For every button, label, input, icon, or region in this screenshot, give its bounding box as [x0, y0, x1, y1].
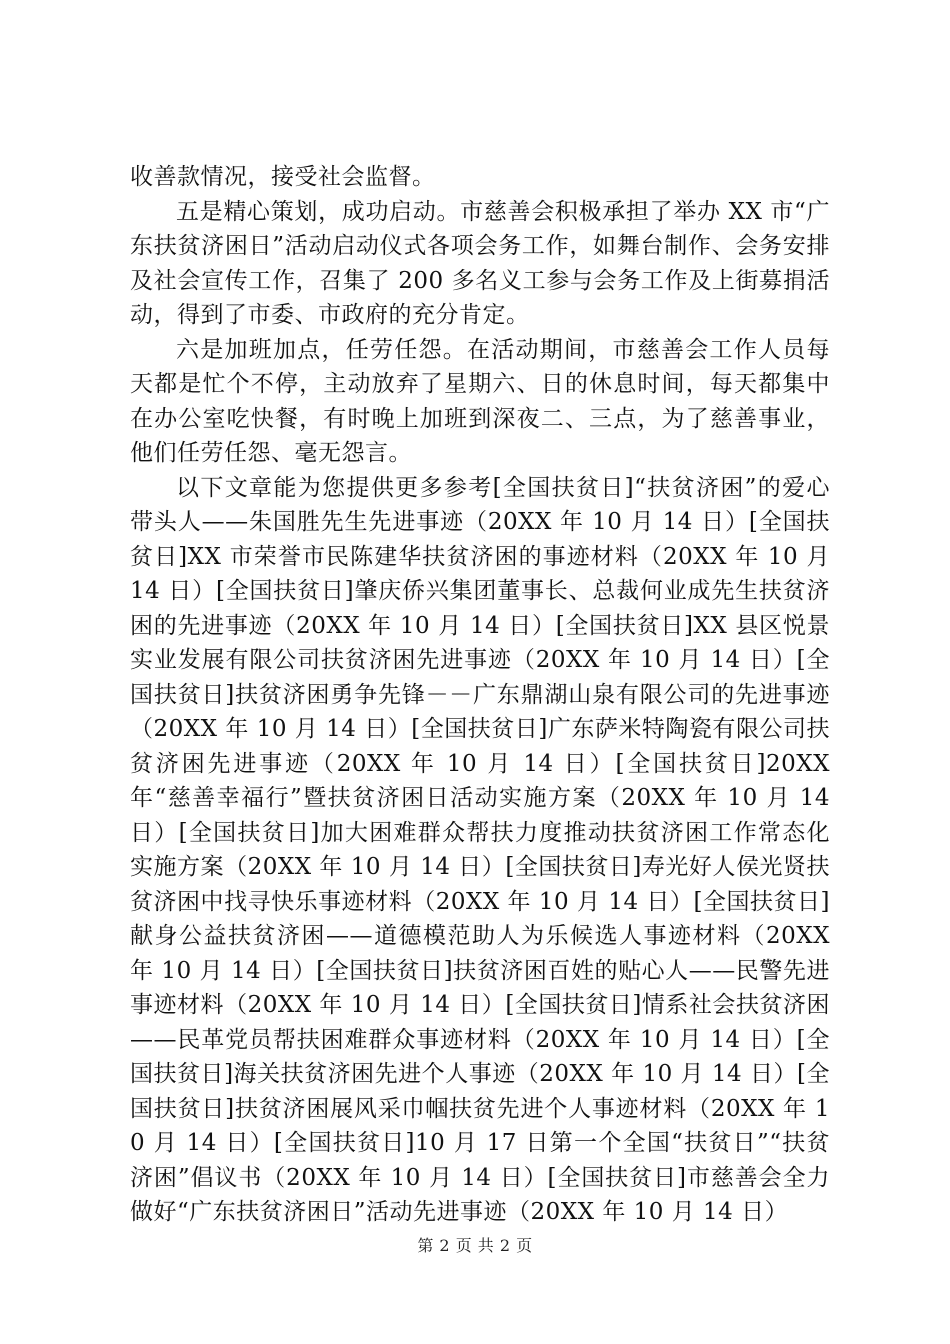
document-body — [130, 160, 830, 1230]
page-footer: 第 2 页 共 2 页 — [417, 1236, 533, 1255]
paragraph-continuation: 收善款情况，接受社会监督。 — [130, 164, 436, 190]
paragraph-six: 六是加班加点，任劳任怨。在活动期间，市慈善会工作人员每天都是忙个不停，主动放弃了星期六、日的休息时间，每天都集中在办公室吃快餐，有时晚上加班到深夜二、三点，为了慈善事业，他们任劳任怨、毫无怨言。 — [130, 336, 830, 466]
paragraph-five: 五是精心策划，成功启动。市慈善会积极承担了举办 XX 市“广东扶贫济困日”活动启动仪式各项会务工作，如舞台制作、会务安排及社会宣传工作，召集了 200 多名义工参与会务工作及上街募捐活动，得到了市委、市政府的充分肯定。 — [130, 198, 830, 328]
paragraph-related-articles: 以下文章能为您提供更多参考[全国扶贫日]“扶贫济困”的爱心带头人——朱国胜先生先进事迹（20XX 年 10 月 14 日）[全国扶贫日]XX 市荣誉市民陈建华扶贫济困的事迹材料（20XX 年 10 月 14 日）[全国扶贫日]肇庆侨兴集团董事长、总裁何业成先生扶贫济困的先进事迹（20XX 年 10 月 14 日）[全国扶贫日]XX 县区悦景实业发展有限公司扶贫济困先进事迹（20XX 年 10 月 14 日）[全国扶贫日]扶贫济困勇争先锋－－广东鼎湖山泉有限公司的先进事迹（20XX 年 10 月 14 日）[全国扶贫日]广东萨米特陶瓷有限公司扶贫济困先进事迹（20XX 年 10 月 14 日）[全国扶贫日]20XX 年“慈善幸福行”暨扶贫济困日活动实施方案（20XX 年 10 月 14 日）[全国扶贫日]加大困难群众帮扶力度推动扶贫济困工作常态化实施方案（20XX 年 10 月 14 日）[全国扶贫日]寿光好人侯光贤扶贫济困中找寻快乐事迹材料（20XX 年 10 月 14 日）[全国扶贫日]献身公益扶贫济困——道德模范助人为乐候选人事迹材料（20XX 年 10 月 14 日）[全国扶贫日]扶贫济困百姓的贴心人——民警先进事迹材料（20XX 年 10 月 14 日）[全国扶贫日]情系社会扶贫济困——民革党员帮扶困难群众事迹材料（20XX 年 10 月 14 日）[全国扶贫日]海关扶贫济困先进个人事迹（20XX 年 10 月 14 日）[全国扶贫日]扶贫济困展风采巾帼扶贫先进个人事迹材料（20XX 年 10 月 14 日）[全国扶贫日]10 月 17 日第一个全国“扶贫日”“扶贫济困”倡议书（20XX 年 10 月 14 日）[全国扶贫日]市慈善会全力做好“广东扶贫济困日”活动先进事迹（20XX 年 10 月 14 日） — [130, 474, 830, 1225]
